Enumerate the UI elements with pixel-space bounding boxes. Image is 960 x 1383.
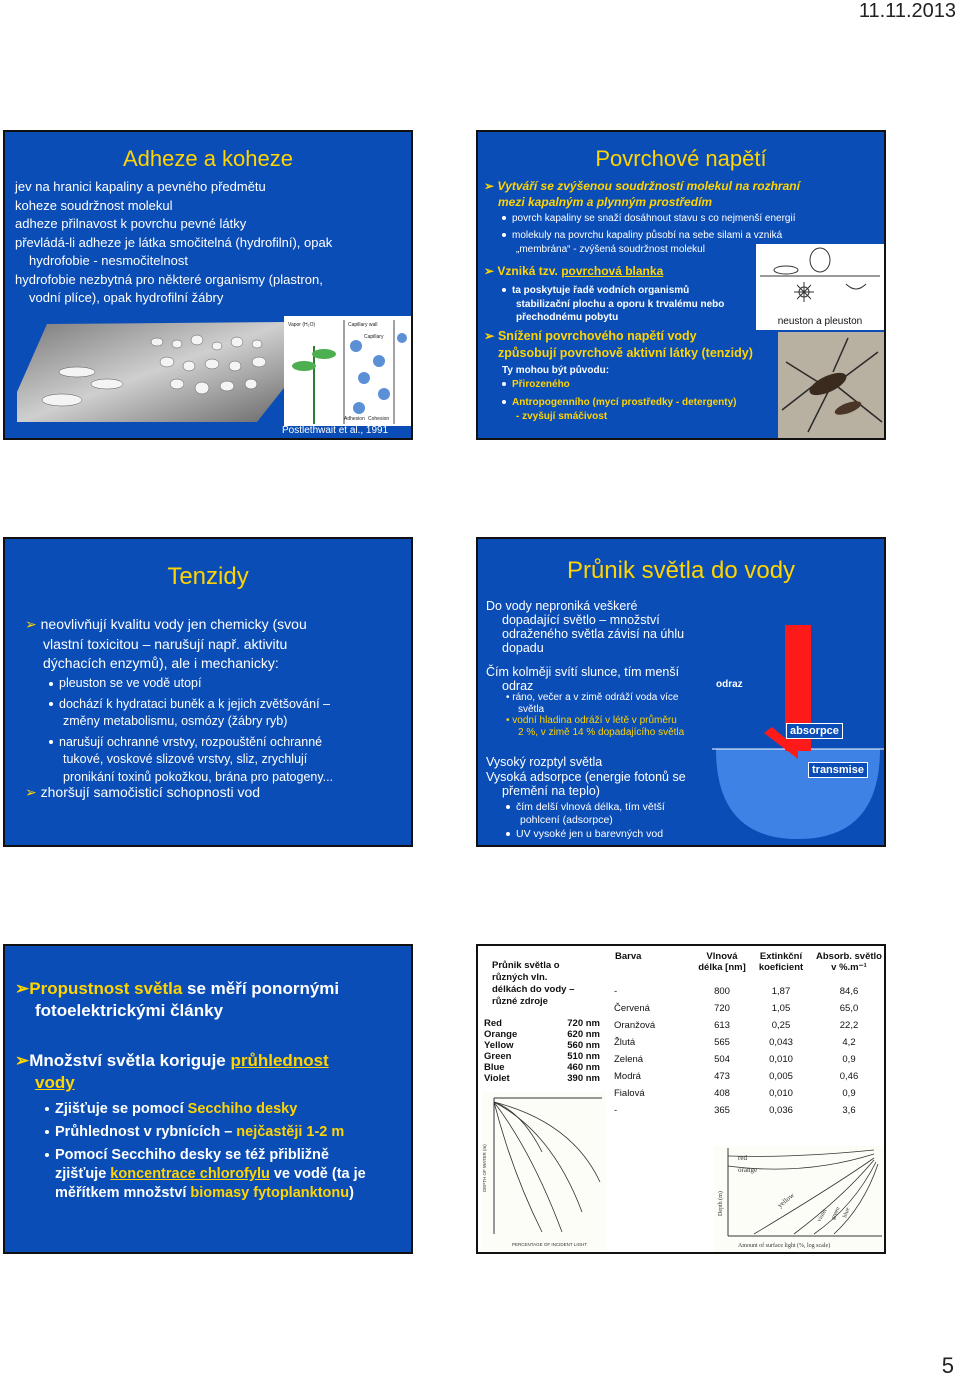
water-droplets-photo [17,322,287,422]
slide-tenzidy: Tenzidy ➢ neovlivňují kvalitu vody jen chemicky (svou vlastní toxicitou – narušují např. aktivitu dýchacích enzymů), ale i mechanicky: pleuston se ve vodě utopí dochází k hydrataci buněk a k jejich zvětšování – změny metabolismu, osmózy (žábry ryb) narušují ochranné vrstvy, rozpouštění ochranné tukové, voskové slizové vrstvy, sliz, zrychlují pronikání toxinů pokožkou, brána pro patogeny... ➢ zhoršují samočisticí schopnosti vod [3,537,413,847]
svg-text:Cohesion: Cohesion [368,416,390,422]
label-transmise: transmise [808,762,868,778]
date-header: 11.11.2013 [858,0,956,22]
wavelength-row: Yellow 560 nm [484,1040,600,1051]
slide-povrchove-napeti: Povrchové napětí ➢ Vytváří se zvýšenou soudržností molekul na rozhraní mezi kapalným a plynným prostředím povrch kapaliny se snaží dosáhnout stavu s co nejmenší energií molekuly na povrchu kapaliny působí na sebe silami a vzniká „membrána“ - zvýšená soudržnost molekul ➢ Vzniká tzv. povrchová blanka ta poskytuje řadě vodních organismů stabilizační plochu a oporu k trvalému nebo přechodnému pobytu ➢ Snížení povrchového napětí vody způsobují povrchově aktivní látky (tenzidy) Ty mohou být původu: Přirozeného Antropogenního (mycí prostředky - detergenty) - zvyšují smáčivost neuston a pleuston [476,130,886,440]
water-strider-photo [778,332,886,438]
photo-credit: Postlethwait et al., 1991 [282,425,389,436]
table-row: Fialová 408 0,010 0,9 [614,1088,856,1099]
capillary-diagram [284,316,412,426]
slide-propustnost-svetla: ➢Propustnost světla se měří ponornými fotoelektrickými články ➢Množství světla koriguje průhlednost vody Zjišťuje se pomocí Secchiho desky Průhlednost v rybnících – nejčastěji 1-2 m Pomocí Secchiho desky se též přibližně zjišťuje koncentrace chlorofylu ve vodě (ta je měřítkem množství biomasy fytoplanktonu) [3,944,413,1254]
table-row: Zelená 504 0,010 0,9 [614,1054,856,1065]
wavelength-row: Blue 460 nm [484,1062,600,1073]
svg-text:PERCENTAGE OF INCIDENT LIGHT: PERCENTAGE OF INCIDENT LIGHT [512,1242,588,1247]
wavelength-row: Orange 620 nm [484,1029,600,1040]
slide-light-table [476,944,886,1254]
slide-prunik-svetla: Průnik světla do vody Do vody neproniká veškeré dopadající světlo – množství odraženého světla závisí na úhlu dopadu Čím kolměji svítí slunce, tím menší odraz • ráno, večer a v zimě odráží voda více světla • vodní hladina odráží v létě v průměru 2 %, v zimě 14 % dopadajícího světla Vysoký rozptyl světla Vysoká adsorpce (energie fotonů se přemění na teplo) čím delší vlnová délka, tím větší pohlcení (adsorpce) UV vysoké jen u barevných vod odraz absorpce transmise [476,537,886,847]
slide-title: Povrchové napětí [595,146,767,171]
svg-text:Adhesion: Adhesion [344,416,365,422]
wavelength-row: Red 720 nm [484,1018,600,1029]
table-row: - 365 0,036 3,6 [614,1105,856,1116]
label-absorpce: absorpce [786,723,843,739]
label-odraz: odraz [716,679,743,690]
wavelength-row: Violet 390 nm [484,1073,600,1084]
slide-title: Tenzidy [167,563,249,590]
wavelength-row: Green 510 nm [484,1051,600,1062]
extinction-table: Barva Vlnová délka [nm] Extinkční koeficient Absorb. světlo v %.m⁻¹ - 800 1,87 84,6 Červená 720 1,05 65,0 Oranžová 613 0,25 22,2 Žlutá 565 0,043 4,2 Zelená 504 0,010 0,9 Modrá 473 0,005 0,46 Fialová 408 0,010 0,9 - 365 0,036 3,6 [614,950,884,1119]
svg-text:yellow: yellow [776,1191,796,1210]
svg-text:Capillary wall: Capillary wall [348,322,378,328]
svg-text:DEPTH OF WATER (m): DEPTH OF WATER (m) [482,1144,487,1192]
depth-light-graph-2 [714,1146,886,1252]
slide-adheze-koheze [3,130,413,440]
svg-text:Vapor (H₂O): Vapor (H₂O) [288,322,316,328]
slide-title: Průnik světla do vody [566,557,796,584]
slide-title: Adheze a koheze [122,146,294,171]
wavelength-box: Průnik světla o různých vln. délkách do vody – různé zdroje Red 720 nm Orange 620 nm Yellow 560 nm Green 510 nm Blue 460 nm Violet 390 nm [484,954,606,1088]
table-row: Modrá 473 0,005 0,46 [614,1071,859,1082]
page-number: 5 [941,1353,954,1378]
svg-text:blue: blue [842,1206,852,1219]
svg-text:Depth (m): Depth (m) [718,1191,724,1216]
svg-text:violet: violet [816,1208,829,1223]
image-caption: neuston a pleuston [756,316,884,330]
table-row: Žlutá 565 0,043 4,2 [614,1037,856,1048]
svg-text:red: red [738,1154,747,1162]
table-row: Oranžová 613 0,25 22,2 [614,1020,859,1031]
svg-text:orange: orange [738,1166,758,1174]
table-row: Červená 720 1,05 65,0 [614,1003,859,1014]
svg-text:Capillary: Capillary [364,334,384,340]
depth-light-graph-1 [482,1092,606,1250]
slide-text: jev na hranici kapaliny a pevného předmětu koheze soudržnost molekul adheze přilnavost k povrchu pevné látky převládá-li adheze je látka smočitelná (hydrofilní), opak hydrofobie - nesmočitelnost hydrofobie nezbytná pro některé organismy (plastron, vodní plíce), opak hydrofilní žábry [15,179,333,305]
svg-text:green: green [830,1206,842,1221]
svg-text:Amount of surface light (%, lo: Amount of surface light (%, log scale) [738,1243,831,1249]
table-row: - 800 1,87 84,6 [614,986,859,997]
